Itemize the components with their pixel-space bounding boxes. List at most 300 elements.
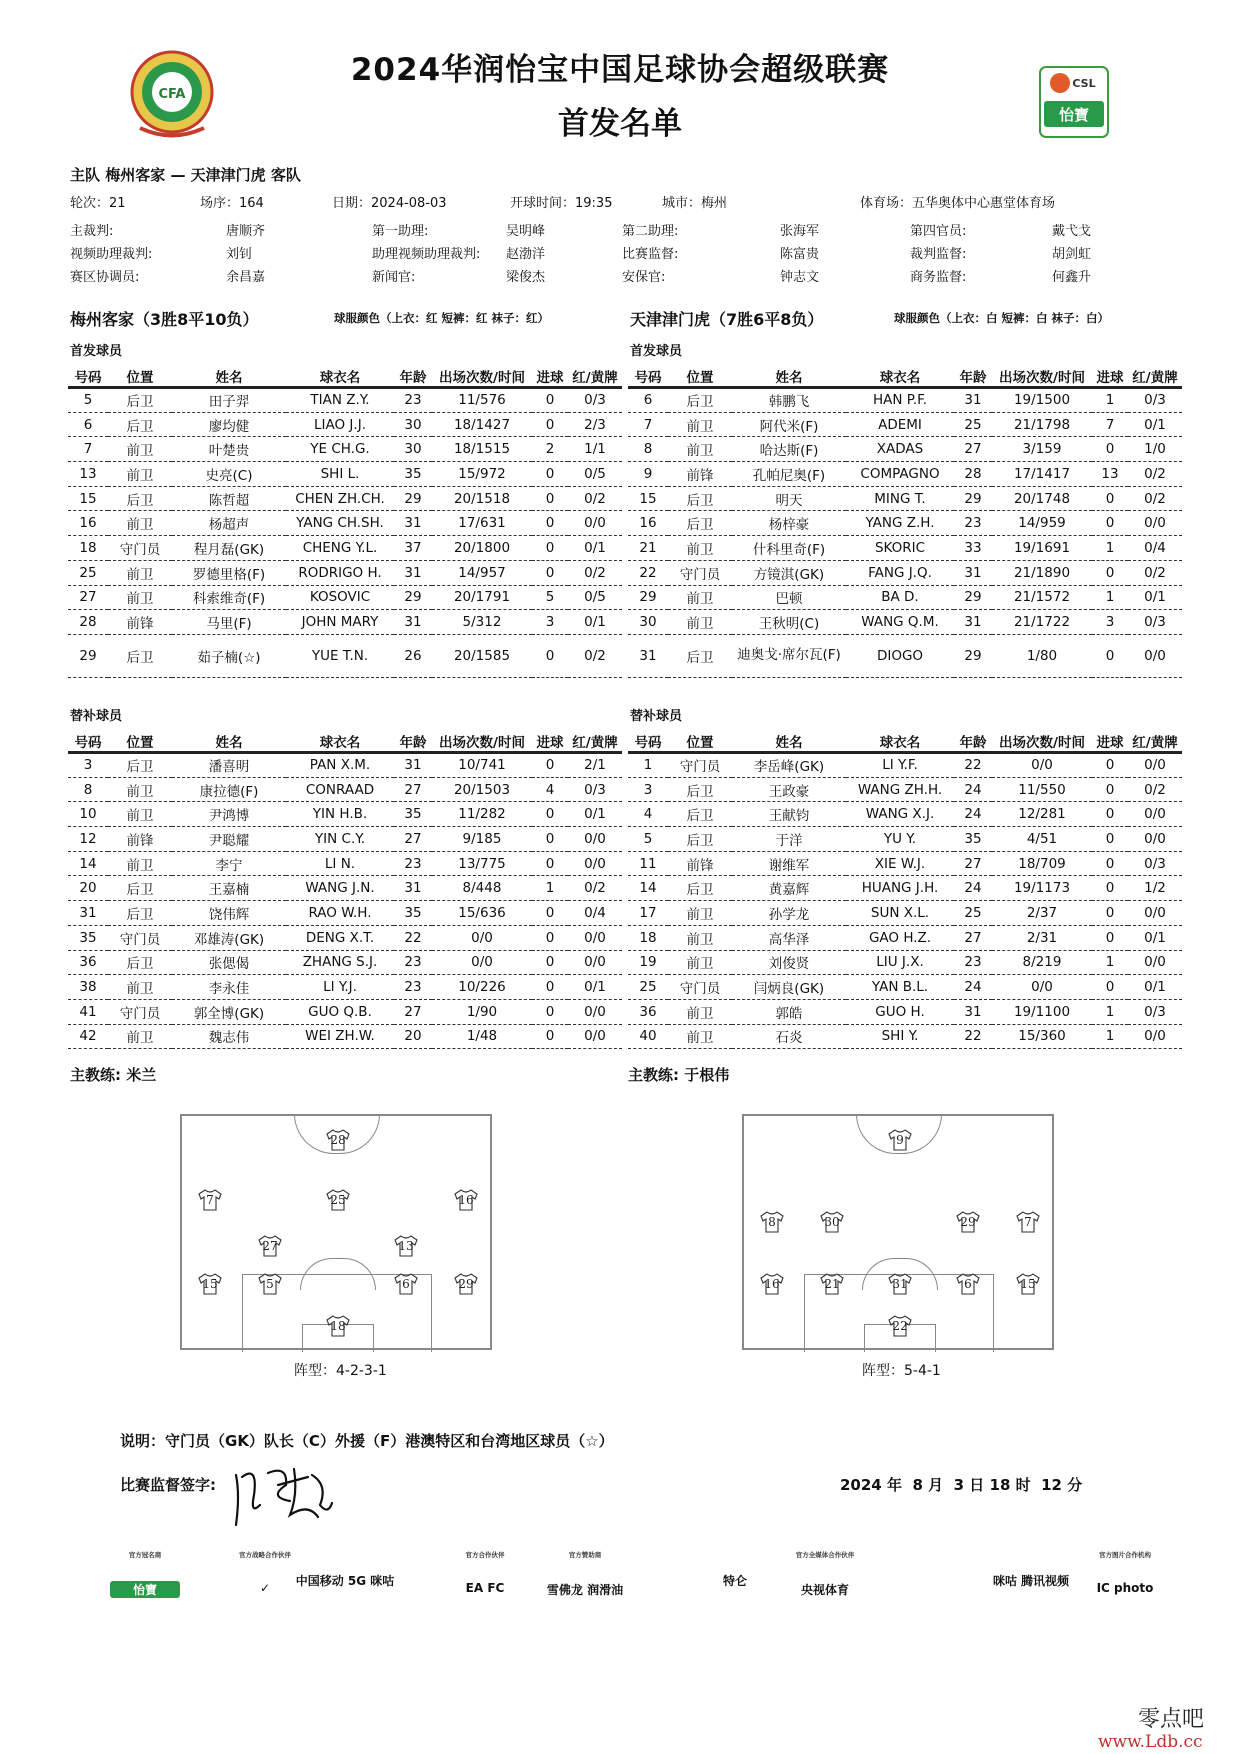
pitch-player-number: 29	[458, 1277, 474, 1291]
goals: 13	[1092, 462, 1128, 487]
jersey-icon	[955, 1211, 981, 1233]
away-kit-colors: 球服颜色（上衣：白 短裤：白 袜子：白）	[894, 311, 1110, 325]
jersey-icon	[819, 1211, 845, 1233]
cards: 0/0	[1128, 950, 1182, 975]
position: 前卫	[108, 1024, 172, 1049]
appearances: 20/1518	[432, 486, 532, 511]
signature-label: 比赛监督签字:	[120, 1476, 216, 1494]
age: 31	[954, 388, 992, 413]
column-header: 年龄	[954, 731, 992, 753]
appearances: 1/90	[432, 999, 532, 1024]
player-row	[628, 412, 1182, 437]
jersey-icon	[197, 1273, 223, 1295]
home-kit-colors: 球服颜色（上衣：红 短裤：红 袜子：红）	[334, 311, 550, 325]
value-assistant-2: 张海军	[780, 224, 820, 239]
appearances: 18/709	[992, 851, 1092, 876]
goals: 0	[532, 486, 568, 511]
sponsor-label: 官方全媒体合作伙伴	[795, 1551, 855, 1559]
shirt-number: 41	[68, 999, 108, 1024]
shirt-name: WANG X.J.	[846, 802, 954, 827]
goals: 0	[532, 901, 568, 926]
shirt-name: PAN X.M.	[286, 753, 394, 778]
appearances: 11/576	[432, 388, 532, 413]
shirt-name: MING T.	[846, 486, 954, 511]
goals: 0	[1092, 802, 1128, 827]
appearances: 17/631	[432, 511, 532, 536]
player-name: 明天	[732, 486, 846, 511]
age: 31	[394, 511, 432, 536]
player-row	[628, 1024, 1182, 1049]
player-name: 杨梓豪	[732, 511, 846, 536]
shirt-name: WANG ZH.H.	[846, 777, 954, 802]
shirt-number: 18	[68, 536, 108, 561]
pitch-player-number: 8	[768, 1215, 776, 1229]
cards: 0/3	[1128, 610, 1182, 635]
shirt-name: WEI ZH.W.	[286, 1024, 394, 1049]
goals: 7	[1092, 412, 1128, 437]
appearances: 2/31	[992, 925, 1092, 950]
shirt-number: 31	[628, 634, 668, 677]
age: 23	[394, 851, 432, 876]
player-row	[628, 827, 1182, 852]
age: 29	[954, 634, 992, 677]
cards: 0/0	[1128, 511, 1182, 536]
player-name: 邓雄涛(GK)	[172, 925, 286, 950]
position: 守门员	[668, 975, 732, 1000]
column-header: 球衣名	[846, 366, 954, 388]
shirt-name: BA D.	[846, 585, 954, 610]
shirt-name: JOHN MARY	[286, 610, 394, 635]
date-minute: 12	[1041, 1476, 1062, 1494]
player-row	[68, 827, 622, 852]
away-pitch	[742, 1114, 1054, 1350]
player-row	[68, 560, 622, 585]
shirt-name: GUO Q.B.	[286, 999, 394, 1024]
position: 前卫	[668, 999, 732, 1024]
appearances: 21/1572	[992, 585, 1092, 610]
player-name: 阿代米(F)	[732, 412, 846, 437]
sponsor-label: 官方战略合作伙伴	[239, 1551, 291, 1559]
age: 20	[394, 1024, 432, 1049]
jersey-icon	[393, 1235, 419, 1257]
player-name: 韩鹏飞	[732, 388, 846, 413]
shirt-number: 17	[628, 901, 668, 926]
match-number: 场序：164	[200, 196, 264, 211]
goals: 0	[532, 462, 568, 487]
age: 23	[954, 950, 992, 975]
shirt-number: 29	[68, 634, 108, 677]
goals: 1	[1092, 999, 1128, 1024]
position: 后卫	[668, 777, 732, 802]
player-row	[68, 388, 622, 413]
sponsor-bar	[90, 1550, 1170, 1620]
goals: 0	[532, 975, 568, 1000]
sponsor-label: 官方赞助商	[568, 1551, 602, 1559]
appearances: 18/1515	[432, 437, 532, 462]
player-name: 科索维奇(F)	[172, 585, 286, 610]
age: 23	[394, 975, 432, 1000]
player-row	[68, 876, 622, 901]
value-match-commissioner: 陈富贵	[780, 247, 820, 262]
age: 24	[954, 876, 992, 901]
player-name: 闫炳良(GK)	[732, 975, 846, 1000]
jersey-icon	[453, 1189, 479, 1211]
cards: 0/0	[568, 999, 622, 1024]
cards: 0/5	[568, 462, 622, 487]
position: 前卫	[668, 610, 732, 635]
goals: 0	[1092, 634, 1128, 677]
sponsor	[430, 1550, 540, 1595]
player-name: 迪奥戈·席尔瓦(F)	[732, 634, 846, 677]
shirt-number: 7	[68, 437, 108, 462]
column-header: 红/黄牌	[568, 731, 622, 753]
player-name: 潘喜明	[172, 753, 286, 778]
label-assistant-1: 第一助理:	[372, 224, 429, 239]
player-row	[628, 925, 1182, 950]
shirt-name: XIE W.J.	[846, 851, 954, 876]
player-row	[68, 1024, 622, 1049]
legend-note: 说明：守门员（GK）队长（C）外援（F）港澳特区和台湾地区球员（☆）	[120, 1432, 614, 1450]
shirt-name: YIN C.Y.	[286, 827, 394, 852]
position: 前卫	[668, 925, 732, 950]
goals: 0	[532, 634, 568, 677]
sponsor-logo: EA FC	[465, 1581, 505, 1595]
goals: 0	[1092, 851, 1128, 876]
shirt-number: 36	[628, 999, 668, 1024]
label-referee: 主裁判:	[70, 224, 114, 239]
position: 守门员	[668, 753, 732, 778]
shirt-number: 9	[628, 462, 668, 487]
shirt-number: 19	[628, 950, 668, 975]
position: 后卫	[108, 486, 172, 511]
appearances: 10/741	[432, 753, 532, 778]
shirt-number: 20	[68, 876, 108, 901]
position: 后卫	[108, 388, 172, 413]
appearances: 0/0	[992, 753, 1092, 778]
position: 后卫	[108, 950, 172, 975]
age: 27	[954, 925, 992, 950]
shirt-name: WANG J.N.	[286, 876, 394, 901]
age: 29	[954, 486, 992, 511]
jersey-icon	[393, 1273, 419, 1295]
age: 22	[954, 1024, 992, 1049]
goals: 0	[1092, 777, 1128, 802]
age: 26	[394, 634, 432, 677]
position: 前锋	[668, 851, 732, 876]
column-header: 进球	[1092, 731, 1128, 753]
goals: 0	[532, 851, 568, 876]
shirt-number: 15	[68, 486, 108, 511]
player-row	[628, 462, 1182, 487]
shirt-name: HUANG J.H.	[846, 876, 954, 901]
away-starters-body	[628, 388, 1182, 678]
away-subs-table	[628, 731, 1182, 1049]
goals: 4	[532, 777, 568, 802]
home-subs-header	[68, 731, 622, 753]
appearances: 13/775	[432, 851, 532, 876]
age: 23	[394, 388, 432, 413]
shirt-name: CHEN ZH.CH.	[286, 486, 394, 511]
player-row	[68, 486, 622, 511]
cards: 1/0	[1128, 437, 1182, 462]
cards: 0/5	[568, 585, 622, 610]
value-fourth-official: 戴弋戈	[1052, 224, 1092, 239]
cards: 0/3	[1128, 999, 1182, 1024]
pitch-player-number: 13	[398, 1239, 414, 1253]
pitch-player-number: 18	[330, 1319, 346, 1333]
position: 前卫	[668, 536, 732, 561]
player-row	[628, 585, 1182, 610]
player-row	[68, 462, 622, 487]
shirt-number: 29	[628, 585, 668, 610]
position: 后卫	[668, 876, 732, 901]
date-year-unit: 年	[886, 1476, 902, 1494]
signature	[228, 1455, 338, 1535]
player-row	[628, 851, 1182, 876]
round: 轮次：21	[70, 196, 126, 211]
shirt-name: CHENG Y.L.	[286, 536, 394, 561]
csl-logo-text: CSL	[1072, 77, 1096, 90]
appearances: 9/185	[432, 827, 532, 852]
sponsor	[530, 1550, 640, 1598]
shirt-number: 8	[68, 777, 108, 802]
age: 30	[394, 437, 432, 462]
appearances: 14/959	[992, 511, 1092, 536]
appearances: 0/0	[992, 975, 1092, 1000]
jersey-icon	[325, 1315, 351, 1337]
pitch-player-number: 30	[824, 1215, 840, 1229]
sponsor-logo: 咪咕	[992, 1574, 1017, 1588]
appearances: 4/51	[992, 827, 1092, 852]
position: 前卫	[668, 585, 732, 610]
player-name: 谢维军	[732, 851, 846, 876]
player-name: 李岳峰(GK)	[732, 753, 846, 778]
player-row	[628, 999, 1182, 1024]
goals: 1	[1092, 1024, 1128, 1049]
column-header: 进球	[532, 731, 568, 753]
label-assistant-2: 第二助理:	[622, 224, 679, 239]
age: 27	[394, 999, 432, 1024]
shirt-name: YE CH.G.	[286, 437, 394, 462]
player-name: 尹聪耀	[172, 827, 286, 852]
position: 后卫	[668, 511, 732, 536]
player-row	[68, 536, 622, 561]
cfa-logo-text: CFA	[158, 87, 186, 102]
info-row-3	[70, 243, 1190, 263]
shirt-name: GAO H.Z.	[846, 925, 954, 950]
age: 22	[954, 753, 992, 778]
column-header: 进球	[532, 366, 568, 388]
pitch-player-number: 6	[402, 1277, 410, 1291]
player-name: 方镜淇(GK)	[732, 560, 846, 585]
shirt-number: 13	[68, 462, 108, 487]
appearances: 20/1800	[432, 536, 532, 561]
shirt-number: 42	[68, 1024, 108, 1049]
cards: 0/2	[1128, 560, 1182, 585]
player-name: 杨超声	[172, 511, 286, 536]
goals: 1	[1092, 585, 1128, 610]
player-row	[628, 753, 1182, 778]
position: 后卫	[668, 486, 732, 511]
shirt-name: DIOGO	[846, 634, 954, 677]
position: 前锋	[668, 462, 732, 487]
column-header: 位置	[108, 731, 172, 753]
position: 后卫	[108, 901, 172, 926]
player-name: 陈哲超	[172, 486, 286, 511]
home-formation: 阵型：4-2-3-1	[294, 1363, 387, 1379]
player-name: 康拉德(F)	[172, 777, 286, 802]
shirt-number: 1	[628, 753, 668, 778]
column-header: 进球	[1092, 366, 1128, 388]
shirt-name: WANG Q.M.	[846, 610, 954, 635]
player-name: 饶伟辉	[172, 901, 286, 926]
age: 27	[954, 851, 992, 876]
cards: 0/4	[1128, 536, 1182, 561]
player-name: 孔帕尼奥(F)	[732, 462, 846, 487]
cards: 0/0	[568, 511, 622, 536]
cards: 0/0	[1128, 753, 1182, 778]
column-header: 姓名	[732, 366, 846, 388]
player-row	[628, 388, 1182, 413]
cards: 0/1	[568, 802, 622, 827]
shirt-number: 10	[68, 802, 108, 827]
shirt-number: 11	[628, 851, 668, 876]
age: 35	[954, 827, 992, 852]
player-row	[68, 585, 622, 610]
jersey-icon	[887, 1315, 913, 1337]
pitch-player-number: 28	[330, 1133, 346, 1147]
position: 前卫	[668, 950, 732, 975]
cards: 0/2	[568, 486, 622, 511]
pitch-player-number: 16	[458, 1193, 474, 1207]
away-coach: 主教练: 于根伟	[628, 1066, 730, 1084]
cards: 0/0	[1128, 1024, 1182, 1049]
pitch-player-number: 31	[892, 1277, 908, 1291]
age: 27	[954, 437, 992, 462]
shirt-number: 3	[628, 777, 668, 802]
shirt-name: YUE T.N.	[286, 634, 394, 677]
player-row	[628, 901, 1182, 926]
shirt-number: 5	[68, 388, 108, 413]
shirt-number: 21	[628, 536, 668, 561]
pitch-player-number: 29	[960, 1215, 976, 1229]
home-subs-body	[68, 753, 622, 1049]
player-name: 罗德里格(F)	[172, 560, 286, 585]
shirt-name: TIAN Z.Y.	[286, 388, 394, 413]
jersey-icon	[1015, 1211, 1041, 1233]
jersey-icon	[1015, 1273, 1041, 1295]
shirt-name: XADAS	[846, 437, 954, 462]
date-year: 2024	[840, 1476, 882, 1494]
sign-date	[840, 1474, 1140, 1495]
shirt-name: LIU J.X.	[846, 950, 954, 975]
player-name: 石炎	[732, 1024, 846, 1049]
value-venue-coordinator: 余昌嘉	[226, 270, 266, 285]
sponsor	[90, 1550, 200, 1598]
position: 前卫	[108, 462, 172, 487]
jersey-icon	[759, 1273, 785, 1295]
goals: 0	[532, 412, 568, 437]
appearances: 5/312	[432, 610, 532, 635]
player-name: 尹鸿博	[172, 802, 286, 827]
shirt-number: 31	[68, 901, 108, 926]
age: 31	[954, 610, 992, 635]
goals: 0	[1092, 753, 1128, 778]
position: 前卫	[108, 560, 172, 585]
label-press-officer: 新闻官:	[372, 270, 416, 285]
column-header: 年龄	[954, 366, 992, 388]
appearances: 8/219	[992, 950, 1092, 975]
shirt-name: RAO W.H.	[286, 901, 394, 926]
cards: 0/0	[568, 827, 622, 852]
position: 后卫	[668, 802, 732, 827]
sponsor-logo: IC photo	[1096, 1581, 1154, 1595]
cards: 0/3	[1128, 851, 1182, 876]
shirt-name: YAN B.L.	[846, 975, 954, 1000]
column-header: 号码	[68, 731, 108, 753]
player-row	[628, 511, 1182, 536]
column-header: 红/黄牌	[1128, 731, 1182, 753]
home-coach: 主教练: 米兰	[70, 1066, 157, 1084]
column-header: 位置	[668, 366, 732, 388]
sponsor-label: 官方图片合作机构	[1099, 1551, 1151, 1559]
player-name: 哈达斯(F)	[732, 437, 846, 462]
position: 前卫	[108, 851, 172, 876]
appearances: 19/1100	[992, 999, 1092, 1024]
label-avar: 助理视频助理裁判:	[372, 247, 481, 262]
age: 22	[394, 925, 432, 950]
player-name: 郭皓	[732, 999, 846, 1024]
player-row	[628, 802, 1182, 827]
label-match-commissioner: 比赛监督:	[622, 247, 679, 262]
label-venue-coordinator: 赛区协调员:	[70, 270, 140, 285]
jersey-icon	[257, 1235, 283, 1257]
appearances: 19/1691	[992, 536, 1092, 561]
appearances: 20/1791	[432, 585, 532, 610]
age: 23	[954, 511, 992, 536]
age: 24	[954, 975, 992, 1000]
jersey-icon	[887, 1129, 913, 1151]
column-header: 位置	[668, 731, 732, 753]
player-name: 王献钧	[732, 802, 846, 827]
column-header: 红/黄牌	[1128, 366, 1182, 388]
cards: 0/0	[568, 1024, 622, 1049]
home-team-name: 梅州客家（3胜8平10负）	[70, 310, 259, 329]
cards: 0/3	[568, 388, 622, 413]
shirt-name: FANG J.Q.	[846, 560, 954, 585]
away-subs-body	[628, 753, 1182, 1049]
cards: 0/1	[1128, 585, 1182, 610]
column-header: 位置	[108, 366, 172, 388]
match-date: 日期：2024-08-03	[332, 196, 447, 211]
shirt-name: ADEMI	[846, 412, 954, 437]
shirt-name: YU Y.	[846, 827, 954, 852]
appearances: 10/226	[432, 975, 532, 1000]
player-row	[68, 511, 622, 536]
value-avar: 赵渤洋	[506, 247, 546, 262]
position: 前锋	[108, 827, 172, 852]
date-minute-unit: 分	[1067, 1476, 1083, 1494]
goals: 0	[1092, 901, 1128, 926]
pitch-player-number: 7	[1024, 1215, 1032, 1229]
shirt-name: YIN H.B.	[286, 802, 394, 827]
pitch-player-number: 15	[1020, 1277, 1036, 1291]
player-row	[628, 950, 1182, 975]
sponsor-logo: 中国移动 5G 咪咕	[295, 1574, 395, 1588]
age: 29	[954, 585, 992, 610]
goals: 1	[1092, 536, 1128, 561]
column-header: 姓名	[172, 366, 286, 388]
